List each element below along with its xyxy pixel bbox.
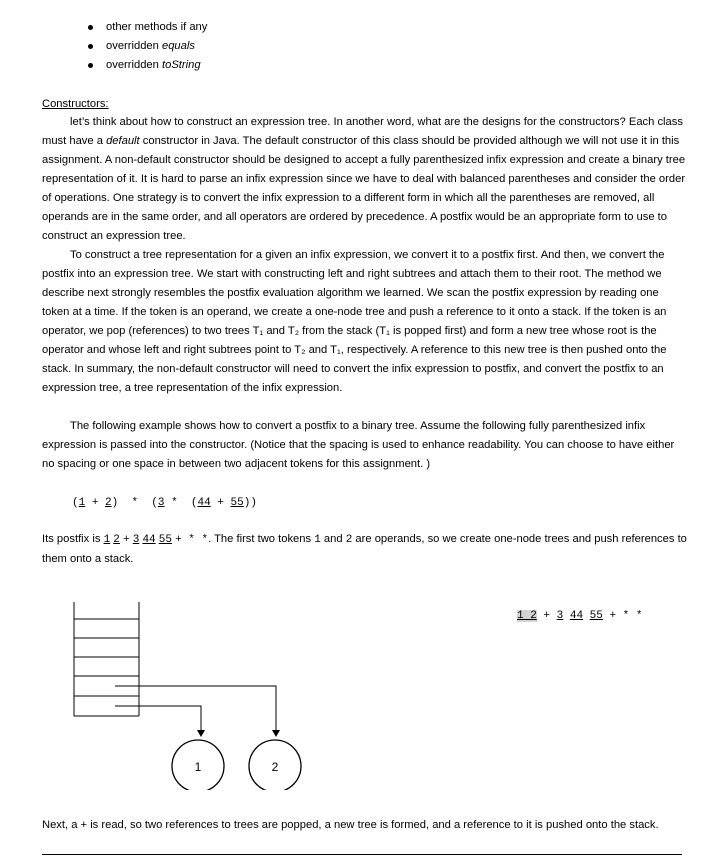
paragraph-example: The following example shows how to convert a postfix to a binary tree. Assume the following fully parenthesized infix expression is passed into the constructor. (Notice that the spacing is used to enhance readability. You can choose to have either no spacing or one space in between two adjacent tokens for this assignment. )	[42, 420, 675, 470]
page-rule	[42, 854, 682, 855]
bullet-item: overridden equals	[88, 37, 207, 56]
tree-node-1	[172, 740, 224, 790]
postfix-sentence: Its postfix is 1 2 + 3 44 55 + * *. The first two tokens 1 and 2 are operands, so we create one-node trees and push references to them onto a stack.	[42, 533, 687, 565]
consumed-tokens: 1 2	[517, 610, 537, 622]
tree-node-label: 1	[194, 760, 202, 774]
paragraph-constructors-intro: let’s think about how to construct an expression tree. In another word, what are the designs for the constructors? Each class must have a default constructor in Java. The default constructor of this class should be provided although we will not use it in this assignment. A non-default constructor should be designed to accept a fully parenthesized infix expression and create a binary tree representation of it. It is hard to parse an infix expression since we have to deal with balanced parentheses and consider the order of operations. One strategy is to convert the infix expression to a different form in which all the parentheses are removed, all operands are in the same order, and all operators are ordered by precedence. A postfix would be an appropriate form to use to construct an expression tree.	[42, 116, 686, 242]
bullet-list	[88, 18, 207, 75]
tree-node-label: 2	[271, 760, 279, 774]
postfix-progress: 1 2 + 3 44 55 + * *	[517, 610, 643, 622]
stack	[74, 602, 139, 716]
tree-node-2	[249, 740, 301, 790]
infix-expression: (1 + 2) * (3 * (44 + 55))	[72, 497, 257, 509]
paragraph-tree-construction: To construct a tree representation for a given an infix expression, we convert it to a postfix first. And then, we convert the postfix into an expression tree. We start with constructing left and right subtrees and attach them to their root. The method we describe next strongly resembles the postfix evaluation algorithm we learned. We scan the postfix expression by reading one token at a time. If the token is an operand, we create a one-node tree and push a reference to it onto a stack. If the token is an operator, we pop (references) to two trees T₁ and T₂ from the stack (T₁ is popped first) and form a new tree whose root is the operator and whose left and right subtrees point to T₂ and T₁, respectively. A reference to this new tree is then pushed onto the stack. In summary, the non-default constructor will need to convert the infix expression to postfix, and convert the postfix to an expression tree, a tree representation of the infix expression.	[42, 249, 667, 394]
stack-tree-diagram	[0, 590, 717, 790]
paragraph-next: Next, a + is read, so two references to trees are popped, a new tree is formed, and a reference to it is pushed onto the stack.	[42, 819, 659, 831]
bullet-item: other methods if any	[88, 18, 207, 37]
section-title: Constructors:	[42, 98, 109, 110]
bullet-item: overridden toString	[88, 56, 207, 75]
